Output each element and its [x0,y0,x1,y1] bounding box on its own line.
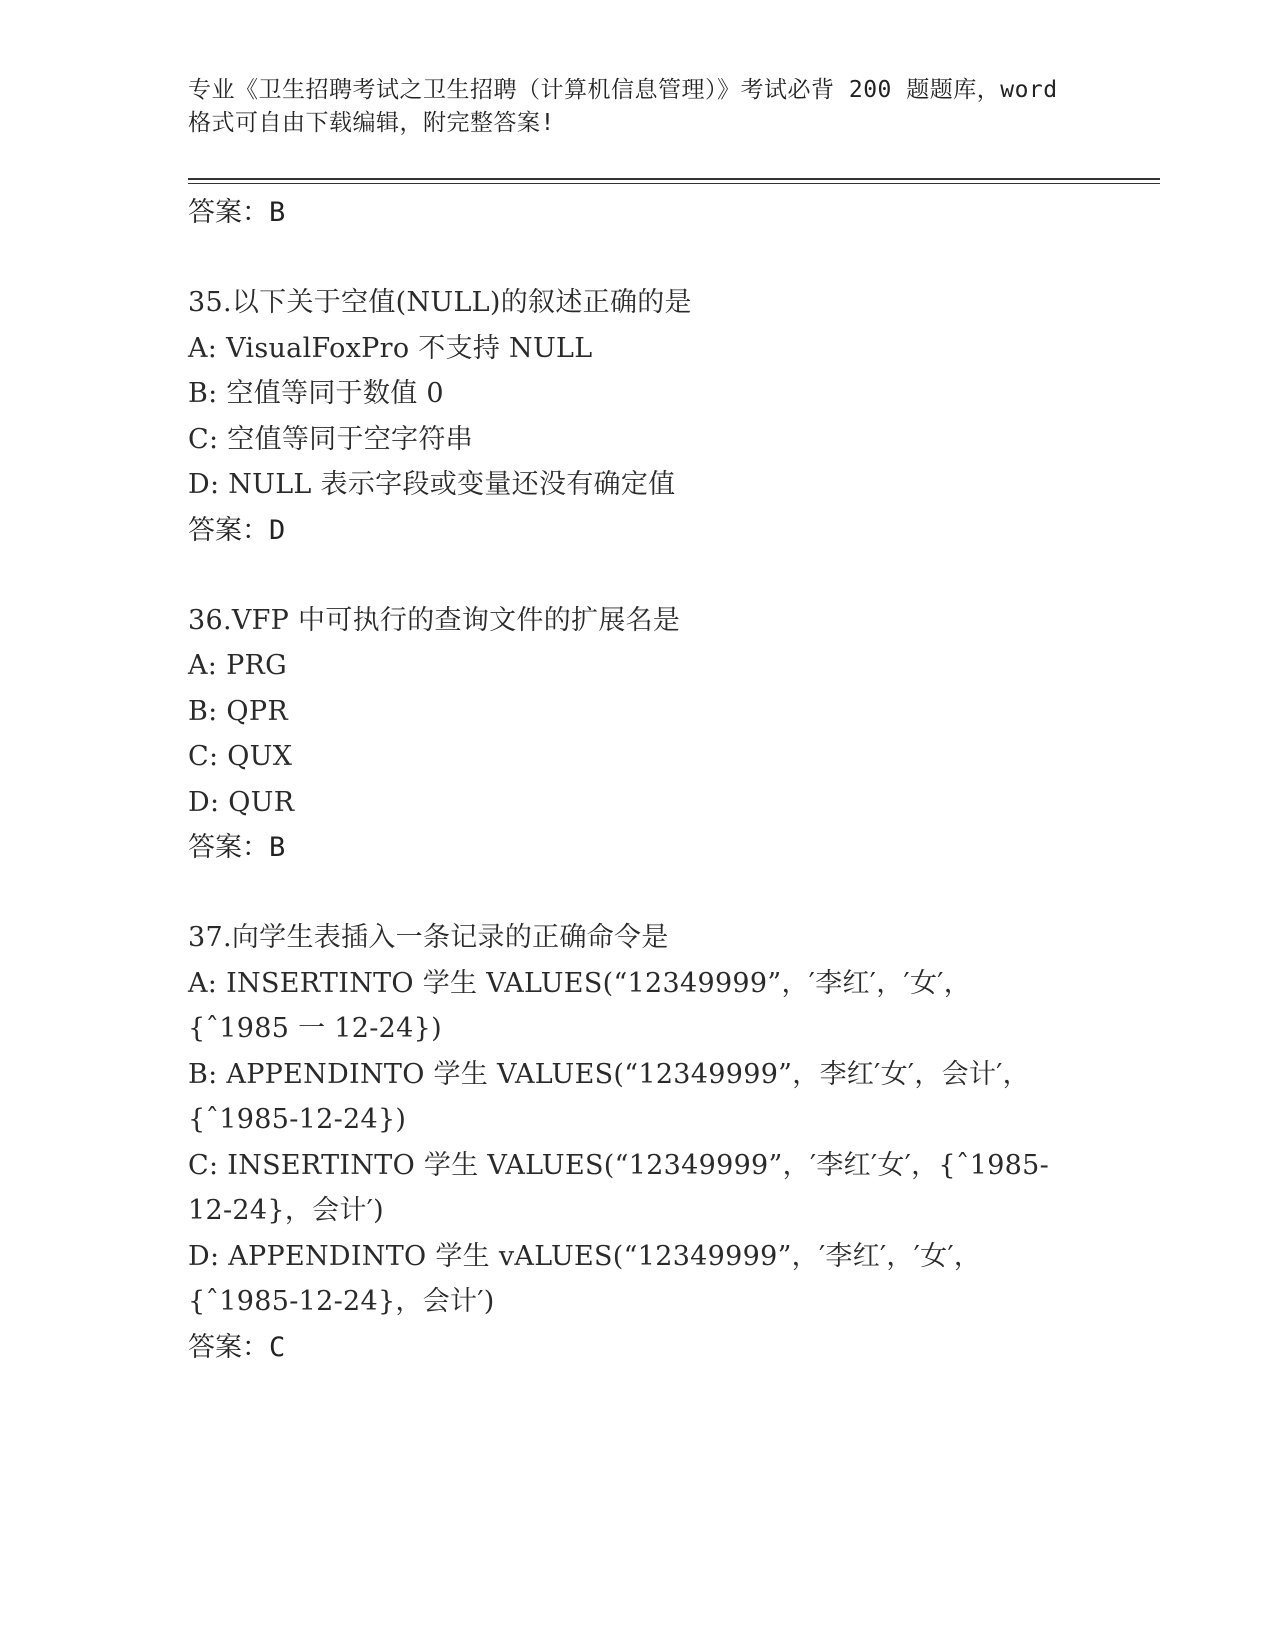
answer-label: 答案：B [188,197,286,228]
option-b-continued: {ˆ1985-12-24}) [188,1104,407,1135]
document-header [188,74,1088,140]
question-stem: 35.以下关于空值(NULL)的叙述正确的是 [188,287,692,318]
option-a: A: PRG [188,650,288,681]
option-d: D: NULL 表示字段或变量还没有确定值 [188,469,676,500]
answer-label: 答案：D [188,514,286,546]
option-a: A: VisualFoxPro 不支持 NULL [188,332,593,364]
header-divider-top [188,178,1160,180]
option-c: C: INSERTINTO 学生 VALUES(“12349999”，′李红′女′，{ˆ1985- [188,1149,1050,1181]
option-b: B: 空值等同于数值 0 [188,378,444,409]
option-c: C: QUX [188,741,293,772]
question-list [188,190,1088,1371]
answer-label: 答案：C [188,1331,286,1363]
option-a-continued: {ˆ1985 一 12-24}) [188,1013,442,1044]
option-d: D: QUR [188,786,295,818]
option-b: B: APPENDINTO 学生 VALUES(“12349999”，李红′女′，会计′， [188,1058,1030,1090]
question-37 [188,915,1088,1371]
header-divider-bottom [188,183,1160,184]
option-a: A: INSERTINTO 学生 VALUES(“12349999”，′李红′，′女′， [188,967,972,999]
option-b: B: QPR [188,695,288,727]
question-stem: 36.VFP 中可执行的查询文件的扩展名是 [188,604,681,636]
option-d-continued: {ˆ1985-12-24}，会计′) [188,1286,495,1317]
answer-label: 答案：B [188,832,286,863]
option-d: D: APPENDINTO 学生 vALUES(“12349999”，′李红′，′女′， [188,1240,982,1272]
question-35 [188,280,1088,554]
option-c: C: 空值等同于空字符串 [188,423,473,455]
question-stem: 37.向学生表插入一条记录的正确命令是 [188,922,669,953]
header-line-2: 格式可自由下载编辑，附完整答案! [188,110,555,136]
option-c-continued: 12-24}，会计′) [188,1195,384,1226]
question-36 [188,598,1088,872]
header-line-1: 专业《卫生招聘考试之卫生招聘（计算机信息管理）》考试必背 200 题题库，word [188,77,1058,103]
